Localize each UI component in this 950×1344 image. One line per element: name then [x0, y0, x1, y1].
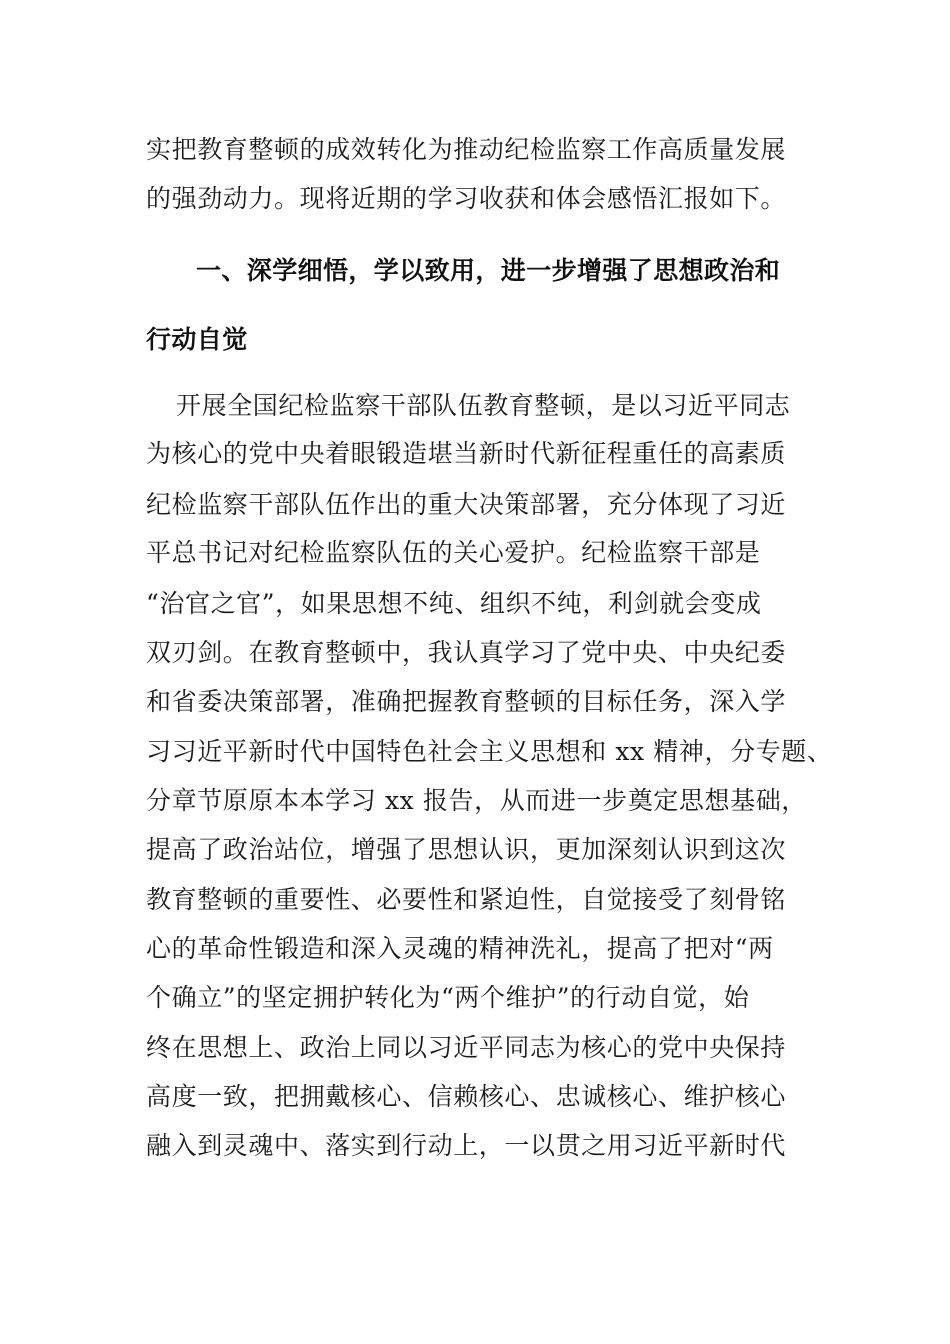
- body-line: 提高了政治站位，增强了思想认识，更加深刻认识到这次: [146, 835, 787, 864]
- body-line: 心的革命性锻造和深入灵魂的精神洗礼，提高了把对“两: [146, 934, 774, 963]
- section-heading-line: 一、深学细悟，学以致用，进一步增强了思想政治和: [196, 256, 781, 285]
- body-line: 高度一致，把拥戴核心、信赖核心、忠诚核心、维护核心: [146, 1082, 787, 1111]
- body-line: 双刃剑。在教育整顿中，我认真学习了党中央、中央纪委: [146, 638, 787, 667]
- body-line: 纪检监察干部队伍作出的重大决策部署，充分体现了习近: [146, 490, 787, 519]
- body-line: 融入到灵魂中、落实到行动上，一以贯之用习近平新时代: [146, 1131, 787, 1160]
- body-line: 开展全国纪检监察干部队伍教育整顿，是以习近平同志: [176, 391, 791, 420]
- body-line: 教育整顿的重要性、必要性和紧迫性，自觉接受了刻骨铭: [146, 885, 787, 914]
- body-line: 平总书记对纪检监察队伍的关心爱护。纪检监察干部是: [146, 538, 761, 567]
- body-line: 为核心的党中央着眼锻造堪当新时代新征程重任的高素质: [146, 439, 787, 468]
- section-heading-line: 行动自觉: [146, 325, 248, 354]
- body-line: 和省委决策部署，准确把握教育整顿的目标任务，深入学: [146, 687, 787, 716]
- body-line: 终在思想上、政治上同以习近平同志为核心的党中央保持: [146, 1033, 787, 1062]
- body-line: “治官之官”，如果思想不纯、组织不纯，利剑就会变成: [146, 589, 762, 618]
- intro-line: 的强劲动力。现将近期的学习收获和体会感悟汇报如下。: [146, 184, 787, 213]
- body-line: 习习近平新时代中国特色社会主义思想和 xx 精神，分专题、: [146, 737, 833, 766]
- body-line: 分章节原原本本学习 xx 报告，从而进一步奠定思想基础，: [146, 786, 807, 815]
- body-line: 个确立”的坚定拥护转化为“两个维护”的行动自觉，始: [146, 983, 750, 1012]
- intro-line: 实把教育整顿的成效转化为推动纪检监察工作高质量发展: [146, 135, 787, 164]
